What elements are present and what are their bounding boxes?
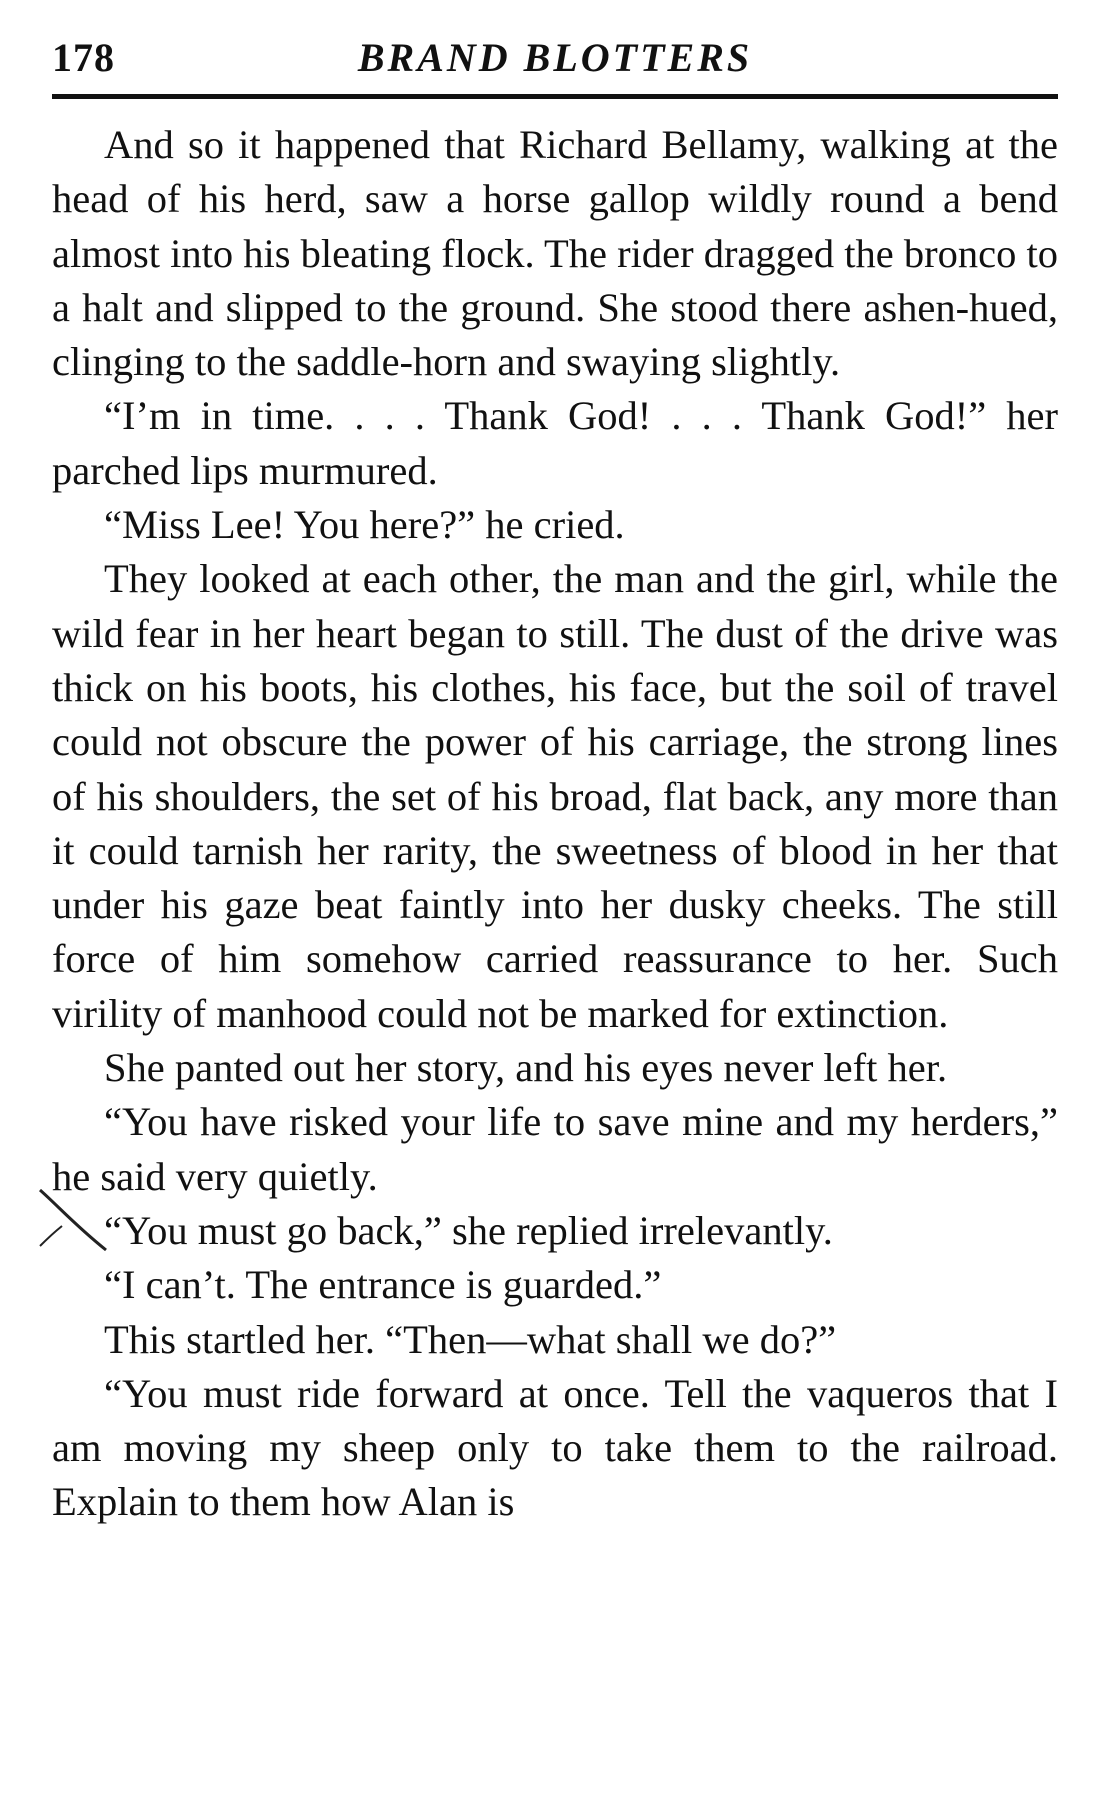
header-rule bbox=[52, 94, 1058, 99]
running-title: BRAND BLOTTERS bbox=[357, 35, 753, 80]
paragraph-2: “I’m in time. . . . Thank God! . . . Thank God!” her parched lips murmured. bbox=[52, 393, 1058, 493]
paragraph-4: They looked at each other, the man and the girl, while the wild fear in her heart began to still. The dust of the drive was thick on his boots, his clothes, his face, but the soil of travel could not obscure the power of his carriage, the strong lines of his shoulders, the set of his broad, flat back, any more than it could tarnish her rarity, the sweetness of blood in her that under his gaze beat faintly into her dusky cheeks. The still force of him somehow carried reassurance to her. Such virility of manhood could not be marked for extinction. bbox=[52, 556, 1058, 1036]
paragraph-9: This startled her. “Then—what shall we do?” bbox=[104, 1316, 837, 1362]
paragraph-10: “You must ride forward at once. Tell the vaqueros that I am moving my sheep only to take them to the railroad. Explain to them how Alan is bbox=[52, 1370, 1058, 1525]
pencil-mark-icon bbox=[36, 1186, 116, 1256]
paragraph-5: She panted out her story, and his eyes never left her. bbox=[104, 1045, 948, 1091]
paragraph-1: And so it happened that Richard Bellamy, walking at the head of his herd, saw a horse gallop wildly round a bend almost into his bleating flock. The rider dragged the bronco to a halt and slipped to the ground. She stood there ashen-hued, clinging to the saddle-horn and swaying slightly. bbox=[52, 122, 1058, 385]
page-header bbox=[52, 30, 1058, 90]
paragraph-8: “I can’t. The entrance is guarded.” bbox=[104, 1262, 662, 1308]
paragraph-7: “You must go back,” she replied irrelevantly. bbox=[104, 1207, 833, 1253]
page-number: 178 bbox=[52, 35, 115, 80]
paragraph-3: “Miss Lee! You here?” he cried. bbox=[104, 502, 625, 548]
body-text bbox=[52, 118, 1058, 1530]
paragraph-6: “You have risked your life to save mine and my herders,” he said very quietly. bbox=[52, 1099, 1058, 1199]
